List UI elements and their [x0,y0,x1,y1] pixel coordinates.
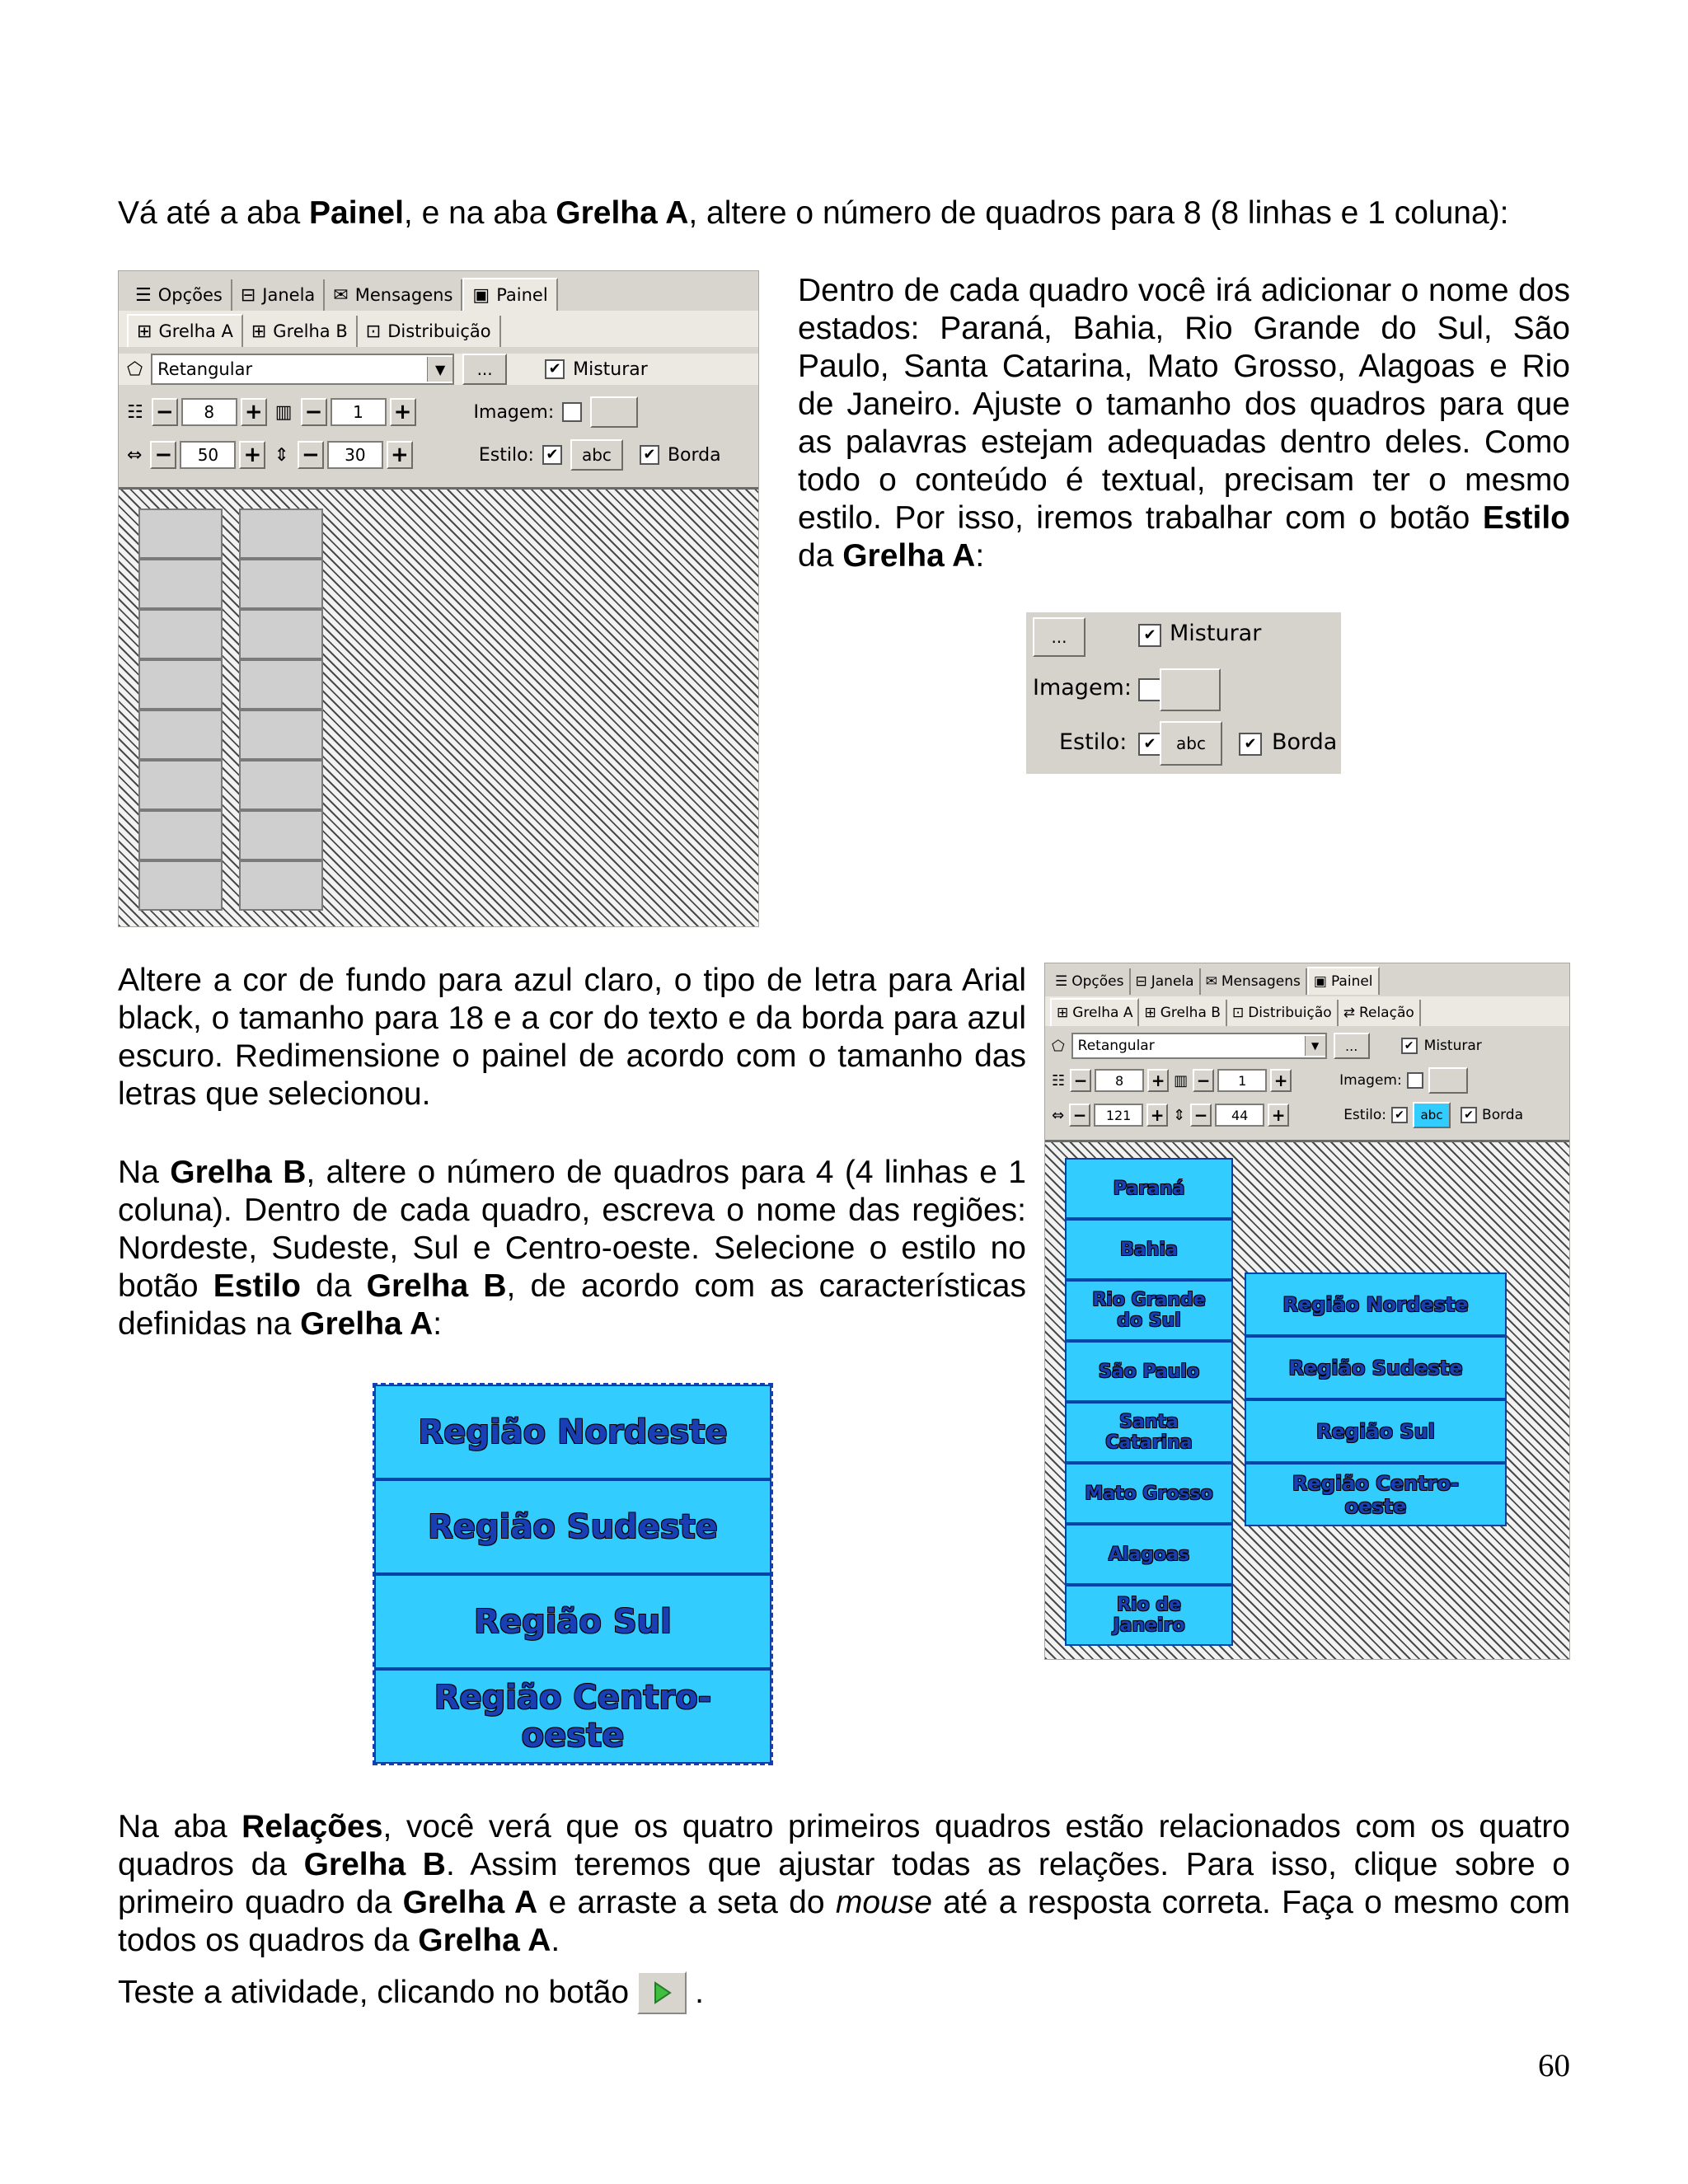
rows-stepper[interactable] [152,398,267,426]
tab-grid-a[interactable] [127,314,243,347]
columns-stepper[interactable] [1193,1069,1292,1092]
tab-label: Painel [496,285,548,305]
relations-paragraph [118,1808,1570,1960]
region-label: Região Sudeste [428,1507,718,1546]
shape-row [119,354,758,385]
tab-label: Relação [1358,1005,1414,1021]
paragraph-text: : [433,1306,443,1342]
tab-label: Janela [262,285,316,305]
intro-text: , e na aba [403,195,556,231]
tab-grid-b[interactable] [243,316,358,347]
tab-label: Grelha A [1072,1005,1133,1021]
grid-cell[interactable] [239,609,323,659]
paragraph-text: até a resposta correta. Faça o mesmo com todos os quadros da [118,1885,1570,1958]
grid-icon: ⊞ [251,321,267,342]
paragraph-text: da [798,538,843,574]
height-stepper[interactable] [1190,1104,1289,1127]
paragraph-bold: Grelha A [842,538,976,574]
columns-stepper[interactable] [301,398,416,426]
state-label: Santa Catarina [1105,1412,1193,1453]
chevron-down-icon: ▼ [427,357,452,382]
increment-button[interactable]: + [1268,1104,1289,1127]
intro-text: , altere o número de quadros para 8 (8 linhas e 1 coluna): [688,195,1509,231]
tab-messages[interactable] [1201,968,1307,995]
width-field[interactable]: 121 [1094,1104,1143,1127]
paragraph-text: : [975,538,985,574]
state-cell[interactable] [1065,1158,1233,1219]
increment-button[interactable]: + [1270,1069,1292,1092]
border-label: Borda [1272,729,1338,755]
sub-tab-bar [1045,996,1569,1026]
size-row [1045,1102,1569,1128]
region-cell[interactable] [1245,1272,1507,1336]
state-label: Rio Grande do Sul [1092,1290,1206,1331]
tab-grid-a[interactable] [1050,998,1139,1026]
ellipsis-button[interactable] [1033,617,1085,657]
region-label: Região Centro-oeste [434,1678,712,1755]
grid-a-column [138,509,223,911]
columns-field[interactable]: 1 [1217,1069,1267,1092]
image-button[interactable] [1160,668,1221,711]
distribution-icon: ⊡ [1231,1005,1245,1021]
paragraph-text: . [695,1975,704,2010]
image-label: Imagem: [1339,1072,1402,1089]
shape-value: Retangular [1077,1038,1155,1054]
shape-icon: ⬠ [127,359,143,380]
chevron-down-icon: ▼ [1305,1036,1325,1056]
paragraph-bold: Grelha B [303,1847,446,1882]
regions-preview [373,1383,773,1765]
paragraph-bold: Grelha B [170,1155,307,1190]
tab-label: Janela [1151,973,1194,990]
shape-select[interactable] [1071,1033,1327,1059]
columns-icon: ▥ [1174,1071,1189,1090]
size-row [119,439,758,471]
style-options-screenshot [1026,612,1341,774]
decrement-button[interactable]: − [301,398,327,426]
editor-screenshot-1 [118,270,759,927]
shape-icon: ⬠ [1052,1037,1065,1055]
state-label: Paraná [1113,1178,1185,1199]
tab-distribution[interactable] [1227,1000,1339,1026]
play-button[interactable] [637,1971,687,2014]
options-icon: ☰ [135,284,152,306]
tab-label: Distribuição [1248,1005,1332,1021]
state-label: Alagoas [1108,1544,1190,1565]
height-field[interactable]: 30 [327,441,383,469]
region-cell[interactable] [1245,1336,1507,1399]
region-cell [374,1385,771,1479]
mix-label: Misturar [1423,1038,1482,1054]
tab-label: Grelha B [273,321,348,341]
grid-icon: ⊞ [1057,1005,1069,1021]
state-label: Bahia [1120,1239,1178,1260]
state-cell[interactable] [1065,1524,1233,1585]
region-cell[interactable] [1245,1463,1507,1526]
state-cell[interactable] [1065,1280,1233,1341]
border-checkbox[interactable]: ✔ [1239,733,1262,756]
mix-checkbox[interactable]: ✔ [545,359,565,379]
style-paragraph [118,962,1026,1113]
height-icon: ⇕ [1173,1106,1186,1124]
columns-field[interactable]: 1 [331,398,387,426]
height-icon: ⇕ [274,444,289,466]
paragraph-bold: Grelha B [366,1268,507,1304]
grid-cell[interactable] [138,659,223,710]
paragraph-text: Na aba [118,1809,242,1844]
image-label: Imagem: [1033,675,1132,701]
instruction-paragraph [798,272,1570,575]
paragraph-text: Teste a atividade, clicando no botão [118,1975,630,2010]
count-row [1045,1067,1569,1094]
messages-icon: ✉ [1205,973,1217,990]
region-label: Região Sul [1316,1419,1435,1443]
image-button[interactable] [1428,1067,1468,1094]
state-cell[interactable] [1065,1341,1233,1402]
tab-grid-b[interactable] [1139,1000,1226,1026]
paragraph-text: Na [118,1155,171,1190]
border-label: Borda [667,444,721,466]
style-label: Estilo: [478,444,534,466]
state-cell[interactable] [1065,1463,1233,1524]
state-label: Rio de Janeiro [1113,1595,1185,1636]
paragraph-bold: Relações [241,1809,383,1844]
image-checkbox[interactable] [1407,1072,1423,1089]
region-cell [374,1669,771,1764]
panel-icon: ▣ [1313,973,1327,990]
tab-label: Opções [157,285,223,305]
image-label: Imagem: [473,401,555,423]
region-label: Região Nordeste [1282,1292,1469,1316]
style-label: Estilo: [1059,729,1128,755]
ellipsis-label: ... [476,359,493,379]
tab-window[interactable] [232,279,325,311]
tab-distribution[interactable] [358,316,501,347]
panel-icon: ▣ [472,284,490,306]
paragraph-text: Dentro de cada quadro você irá adicionar o nome dos estados: Paraná, Bahia, Rio Grande do Sul, São Paulo, Santa Catarina, Mato Grosso, Alagoas e Rio de Janeiro. Ajuste o tamanho dos quadros para que as palavras estejam adequadas dentro deles. Como todo o conteúdo é textual, precisam ter o mesmo estilo. Por isso, iremos trabalhar com o botão [798,273,1570,536]
state-cell[interactable] [1065,1219,1233,1280]
width-stepper[interactable] [1069,1104,1168,1127]
intro-paragraph [118,194,1577,232]
height-field[interactable]: 44 [1215,1104,1264,1127]
paragraph-text: Altere a cor de fundo para azul claro, o tipo de letra para Arial black, o tamanho para 18 e a cor do texto e da borda para azul escuro. Redimensione o painel de acordo com o tamanho das letras que selecionou. [118,963,1026,1112]
border-checkbox[interactable]: ✔ [1461,1107,1477,1123]
style-button-label: abc [581,445,612,465]
grid-cell[interactable] [138,559,223,609]
region-label: Região Nordeste [418,1413,728,1451]
style-label: Estilo: [1343,1107,1387,1123]
shape-value: Retangular [157,359,253,379]
border-label: Borda [1482,1107,1523,1123]
mix-label: Misturar [1170,621,1262,646]
messages-icon: ✉ [333,284,349,306]
style-button[interactable] [1413,1102,1451,1128]
tab-options[interactable] [1050,968,1131,995]
grid-b-paragraph [118,1154,1026,1343]
grid-cell[interactable] [138,860,223,911]
region-cell [374,1479,771,1574]
options-icon: ☰ [1055,973,1068,990]
paragraph-text: . Assim teremos que ajustar todas as relações. Para isso, clique sobre o primeiro quadro da [118,1847,1570,1920]
tab-label: Painel [1330,973,1373,990]
tab-label: Opções [1071,973,1124,990]
increment-button[interactable]: + [241,398,267,426]
tab-window[interactable] [1131,968,1201,995]
image-checkbox[interactable] [562,402,582,422]
increment-button[interactable]: + [1146,1104,1168,1127]
paragraph-bold: Grelha A [418,1923,551,1958]
rows-field[interactable]: 8 [181,398,237,426]
height-stepper[interactable] [298,441,413,469]
tab-panel[interactable] [1307,967,1380,995]
rows-icon: ☷ [127,401,143,423]
increment-button[interactable]: + [1147,1069,1169,1092]
sub-tab-bar [119,311,758,347]
window-icon: ⊟ [240,284,256,306]
mix-checkbox[interactable]: ✔ [1138,624,1161,647]
grid-cell[interactable] [239,559,323,609]
main-tab-bar [1045,965,1569,995]
intro-text: Vá até a aba [118,195,310,231]
paragraph-text: da [300,1268,367,1304]
decrement-button[interactable]: − [1193,1069,1214,1092]
grid-b-column [239,509,323,911]
shape-select[interactable] [151,354,454,385]
regions-column [1245,1272,1507,1526]
columns-icon: ▥ [274,401,293,423]
style-button-label: abc [1420,1108,1443,1122]
paragraph-text: . [551,1923,560,1958]
tab-label: Mensagens [354,285,453,305]
intro-bold: Grelha A [556,195,689,231]
region-cell[interactable] [1245,1399,1507,1463]
grid-cell[interactable] [239,509,323,559]
decrement-button[interactable]: − [1070,1069,1091,1092]
paragraph-bold: Estilo [213,1268,301,1304]
region-label: Região Centro-oeste [1292,1471,1459,1518]
grid-cell[interactable] [239,659,323,710]
style-checkbox[interactable]: ✔ [1391,1107,1408,1123]
grid-cell[interactable] [138,760,223,810]
rows-stepper[interactable] [1070,1069,1169,1092]
main-tab-bar [119,274,758,311]
tab-label: Mensagens [1221,973,1301,990]
tab-label: Grelha B [1160,1005,1221,1021]
tab-label: Grelha A [158,321,233,341]
grid-cell[interactable] [138,609,223,659]
grid-icon: ⊞ [137,321,152,342]
grid-cell[interactable] [239,810,323,860]
mix-label: Misturar [573,359,648,380]
ellipsis-button[interactable] [1334,1033,1370,1059]
style-button[interactable] [570,439,623,471]
increment-button[interactable]: + [387,441,413,469]
paragraph-bold: Grelha A [402,1885,538,1920]
paragraph-text: , de acordo com as características definidas na [118,1268,1026,1342]
mix-checkbox[interactable]: ✔ [1401,1038,1418,1054]
style-button-label: abc [1176,733,1206,753]
ellipsis-button[interactable] [462,354,507,385]
paragraph-italic: mouse [835,1885,932,1920]
image-checkbox[interactable] [1138,678,1161,701]
image-button[interactable] [590,396,638,428]
grid-cell[interactable] [239,860,323,911]
intro-bold: Painel [309,195,404,231]
region-label: Região Sul [474,1602,672,1641]
decrement-button[interactable]: − [1069,1104,1090,1127]
style-button[interactable] [1160,721,1222,766]
region-label: Região Sudeste [1288,1356,1463,1380]
count-row [119,396,758,428]
tab-panel[interactable] [462,278,557,311]
paragraph-bold: Estilo [1482,500,1570,536]
width-field[interactable]: 50 [180,441,236,469]
grid-cell[interactable] [138,509,223,559]
decrement-button[interactable]: − [1190,1104,1212,1127]
width-stepper[interactable] [150,441,265,469]
tab-label: Distribuição [387,321,491,341]
decrement-button[interactable]: − [152,398,178,426]
style-checkbox[interactable]: ✔ [542,445,562,465]
grid-cell[interactable] [239,760,323,810]
width-icon: ⇔ [127,444,143,466]
distribution-icon: ⊡ [365,321,382,342]
relation-icon: ⇄ [1343,1005,1355,1021]
shape-row [1045,1033,1569,1059]
grid-cell[interactable] [239,710,323,760]
states-column [1065,1158,1233,1646]
paragraph-bold: Grelha A [300,1306,434,1342]
decrement-button[interactable]: − [150,441,176,469]
state-label: São Paulo [1098,1361,1200,1382]
tab-messages[interactable] [325,279,462,311]
border-checkbox[interactable]: ✔ [640,445,659,465]
style-checkbox[interactable]: ✔ [1138,733,1161,756]
ellipsis-label: ... [1051,627,1067,647]
test-paragraph [118,1971,1107,2014]
grid-icon: ⊞ [1144,1005,1156,1021]
state-cell[interactable] [1065,1585,1233,1646]
paragraph-text: e arraste a seta do [537,1885,836,1920]
tab-relation[interactable] [1339,1000,1421,1026]
rows-icon: ☷ [1052,1071,1066,1090]
page-number: 60 [1538,2048,1570,2083]
ellipsis-label: ... [1345,1038,1358,1054]
window-icon: ⊟ [1135,973,1147,990]
region-cell [374,1574,771,1669]
play-icon [650,1980,673,2005]
grid-cell[interactable] [138,710,223,760]
increment-button[interactable]: + [390,398,416,426]
decrement-button[interactable]: − [298,441,324,469]
state-label: Mato Grosso [1085,1483,1213,1504]
tab-options[interactable] [127,279,232,311]
paragraph-text: , altere o número de quadros para 4 (4 linhas e 1 coluna). Dentro de cada quadro, escreva o nome das regiões: Nordeste, Sudeste, Sul e Centro-oeste. Selecione o estilo no botão [118,1155,1026,1304]
grid-cell[interactable] [138,810,223,860]
rows-field[interactable]: 8 [1095,1069,1144,1092]
paragraph-text: , você verá que os quatro primeiros quadros estão relacionados com os quatro quadros da [118,1809,1570,1882]
state-cell[interactable] [1065,1402,1233,1463]
increment-button[interactable]: + [239,441,265,469]
width-icon: ⇔ [1052,1106,1065,1124]
editor-screenshot-2 [1044,963,1570,1660]
